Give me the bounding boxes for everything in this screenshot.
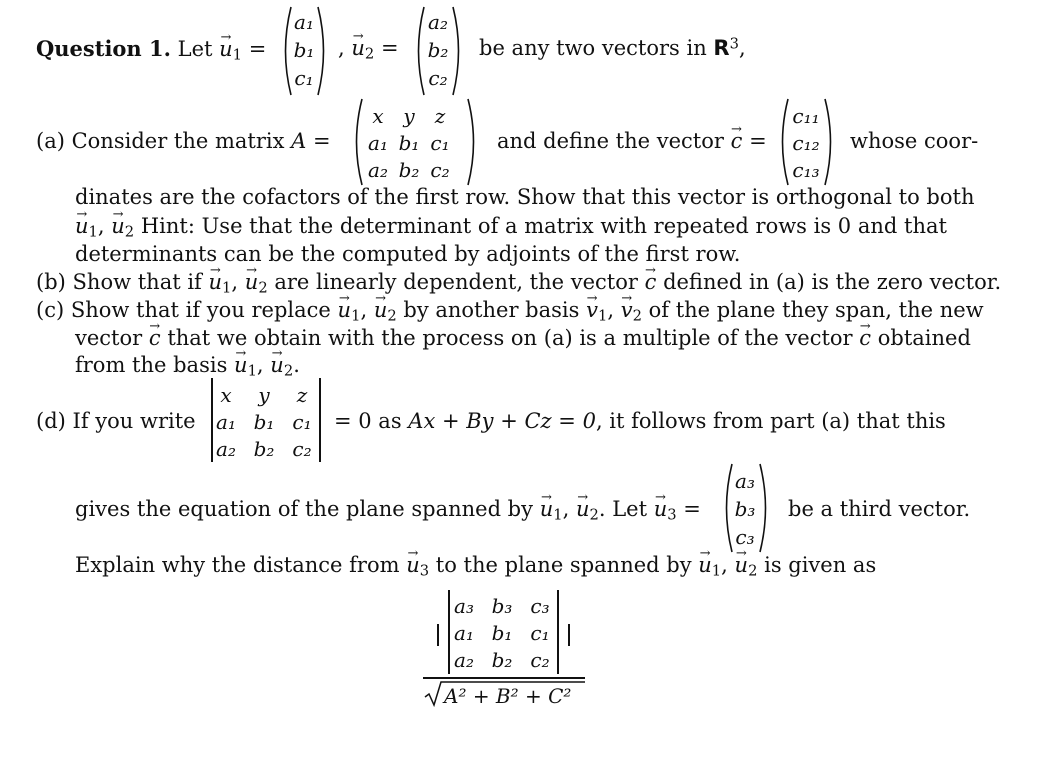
u-vector-symbol: → u: [338, 300, 352, 321]
equals-sign: =: [749, 129, 767, 153]
det3-entry: a₂: [454, 648, 474, 672]
matrix-a-left-paren: [350, 97, 364, 187]
u-vector-symbol: → u: [111, 216, 125, 237]
u1-entry: a₁: [294, 10, 314, 34]
u2-def: [338, 36, 399, 63]
part-d-line1-rest: [334, 411, 946, 432]
subscript: 2: [589, 506, 599, 524]
c-vector-symbol: → c: [149, 328, 161, 349]
subscript: 3: [667, 506, 677, 524]
v-vector-symbol: → v: [621, 300, 633, 321]
u1-entry: b₁: [293, 38, 315, 62]
v-vector-symbol: → v: [586, 300, 598, 321]
u-vector-symbol: → u: [576, 499, 590, 520]
det3-right-bar: [557, 590, 559, 674]
u3-left-paren: [720, 462, 734, 554]
matrix-a-entry: b₂: [398, 158, 420, 182]
u-vector-symbol: → u: [234, 355, 248, 376]
text: . Let: [598, 497, 648, 521]
exponent: 3: [729, 35, 739, 53]
question-line: [36, 36, 267, 64]
u-vector-symbol: → u: [406, 555, 420, 576]
matrix-a-right-paren: [466, 97, 480, 187]
question-label: Question 1.: [36, 36, 171, 61]
matrix-a-entry: a₁: [368, 131, 388, 155]
part-c-label: (c): [36, 298, 65, 322]
comma: ,: [721, 553, 728, 577]
u1-entry: c₁: [294, 66, 314, 90]
part-d-line1: [36, 411, 196, 432]
u-vector-symbol: → u: [270, 355, 284, 376]
text: from the basis: [75, 353, 228, 377]
text: is given as: [764, 553, 877, 577]
equals-sign: =: [380, 36, 399, 60]
u1-left-paren: [279, 5, 293, 97]
equals-sign: =: [248, 37, 267, 61]
text: Show that if you replace: [70, 298, 331, 322]
text: defined in (a) is the zero vector.: [663, 270, 1002, 294]
whose-text: whose coor-: [850, 129, 979, 153]
part-b-label: (b): [36, 270, 66, 294]
matrix-a-entry: c₂: [430, 158, 450, 182]
u-vector-symbol: → u: [540, 499, 554, 520]
det-entry: c₁: [292, 410, 312, 434]
subscript: 1: [553, 506, 563, 524]
det3-entry: a₁: [454, 621, 474, 645]
c-right-paren: [823, 97, 837, 187]
text: Explain why the distance from: [75, 553, 400, 577]
part-d-label: (d): [36, 409, 66, 433]
u-vector-symbol: → u: [219, 39, 233, 60]
subscript: 1: [88, 223, 98, 241]
det-entry: y: [258, 383, 270, 407]
subscript: 2: [258, 279, 268, 297]
det-entry: b₂: [253, 437, 275, 461]
subscript: 2: [748, 562, 758, 580]
matrix-a-entry: x: [372, 104, 384, 128]
u1-right-paren: [316, 5, 330, 97]
text: are linearly dependent, the vector: [274, 270, 638, 294]
u3-right-paren: [758, 462, 772, 554]
u-vector-symbol: → u: [245, 272, 259, 293]
part-c-line2: [75, 328, 971, 349]
u2-entry: b₂: [427, 38, 449, 62]
det-entry: a₁: [216, 410, 236, 434]
u2-entry: c₂: [428, 66, 448, 90]
matrix-a-entry: a₂: [368, 158, 388, 182]
and-define-text: [497, 131, 767, 152]
period: .: [293, 353, 300, 377]
comma: ,: [562, 497, 570, 521]
c-vector-symbol: → c: [859, 328, 871, 349]
u-vector-symbol: → u: [698, 555, 712, 576]
subscript: 2: [364, 45, 375, 63]
part-d-line2: [75, 497, 701, 524]
det3-entry: a₃: [454, 594, 474, 618]
subscript: 1: [247, 362, 257, 380]
part-a-line1: [36, 131, 331, 152]
u-vector-symbol: → u: [735, 555, 749, 576]
comma: ,: [231, 270, 239, 294]
be-any-text: [479, 35, 746, 60]
c-vector-symbol: → c: [731, 131, 743, 152]
det3-entry: c₃: [530, 594, 550, 618]
u-vector-symbol: → u: [374, 300, 388, 321]
u-vector-symbol: → u: [75, 216, 89, 237]
text: be any two vectors in: [479, 36, 707, 60]
c-entry: c₁₁: [792, 104, 820, 128]
abs-left-bar: [437, 624, 439, 646]
text: vector: [75, 326, 143, 350]
u-vector-symbol: → u: [209, 272, 223, 293]
text: obtained: [877, 326, 971, 350]
subscript: 1: [597, 307, 608, 325]
text: If you write: [72, 409, 196, 433]
det3-entry: b₁: [491, 621, 513, 645]
part-a-line3: [75, 214, 947, 241]
c-entry: c₁₃: [792, 158, 820, 182]
text: = 0 as: [334, 409, 402, 433]
det3-entry: b₂: [491, 648, 513, 672]
subscript: 2: [387, 307, 397, 325]
abs-right-bar: [568, 624, 570, 646]
comma: ,: [738, 36, 746, 60]
reals-symbol: R: [713, 36, 730, 60]
subscript: 2: [283, 362, 294, 380]
u-vector-symbol: → u: [351, 38, 365, 59]
det-entry: z: [296, 383, 308, 407]
fraction-line: [423, 677, 585, 679]
text: Consider the matrix: [71, 129, 285, 153]
part-c-line1: [36, 298, 984, 325]
subscript: 1: [711, 562, 722, 580]
det3-left-bar: [448, 590, 450, 674]
third-vector-text: be a third vector.: [788, 497, 971, 521]
equals-sign: =: [313, 129, 331, 153]
text: and define the vector: [497, 129, 724, 153]
matrix-a-entry: c₁: [430, 131, 450, 155]
u3-entry: c₃: [735, 525, 755, 549]
u-vector-symbol: → u: [654, 499, 668, 520]
matrix-name: A: [291, 129, 307, 153]
let-word: Let: [177, 37, 213, 61]
det-entry: b₁: [253, 410, 275, 434]
subscript: 1: [351, 307, 361, 325]
part-a-label: (a): [36, 129, 65, 153]
text: that we obtain with the process on (a) is a multiple of the vector: [167, 326, 853, 350]
text: of the plane they span, the new: [648, 298, 984, 322]
hint-text: Hint: Use that the determinant of a matrix with repeated rows is 0 and that: [140, 214, 947, 238]
comma: ,: [256, 353, 264, 377]
u3-entry: b₃: [734, 497, 756, 521]
det3-entry: b₃: [491, 594, 513, 618]
u3-entry: a₃: [735, 469, 755, 493]
matrix-a-entry: y: [403, 104, 415, 128]
text: , it follows from part (a) that this: [595, 409, 946, 433]
u2-entry: a₂: [428, 10, 448, 34]
text: gives the equation of the plane spanned by: [75, 497, 533, 521]
plane-equation: Ax + By + Cz = 0: [408, 409, 596, 433]
subscript: 1: [232, 46, 243, 64]
part-d-line3: [75, 553, 877, 580]
part-a-line4: determinants can be the computed by adjoints of the first row.: [75, 242, 741, 266]
subscript: 2: [124, 223, 135, 241]
text: Show that if: [72, 270, 202, 294]
part-c-line3: [75, 353, 300, 380]
equals-sign: =: [683, 497, 701, 521]
det-entry: c₂: [292, 437, 312, 461]
matrix-a-entry: z: [434, 104, 446, 128]
comma: ,: [607, 298, 615, 322]
denominator: A² + B² + C²: [444, 684, 572, 708]
comma: ,: [360, 298, 368, 322]
c-entry: c₁₂: [792, 131, 820, 155]
subscript: 2: [632, 307, 642, 325]
det-entry: a₂: [216, 437, 236, 461]
part-b-line: [36, 270, 1002, 297]
subscript: 3: [419, 562, 430, 580]
det-entry: x: [220, 383, 232, 407]
comma: ,: [97, 214, 105, 238]
part-a-line2: dinates are the cofactors of the first row. Show that this vector is orthogonal to both: [75, 185, 975, 209]
comma: ,: [338, 36, 345, 60]
text: to the plane spanned by: [435, 553, 692, 577]
u2-left-paren: [412, 5, 426, 97]
text: by another basis: [403, 298, 580, 322]
c-vector-symbol: → c: [645, 272, 657, 293]
det3-entry: c₂: [530, 648, 550, 672]
det-right-bar: [319, 378, 321, 462]
subscript: 1: [222, 279, 232, 297]
matrix-a-entry: b₁: [398, 131, 420, 155]
u2-right-paren: [451, 5, 465, 97]
det-left-bar: [211, 378, 213, 462]
det3-entry: c₁: [530, 621, 550, 645]
